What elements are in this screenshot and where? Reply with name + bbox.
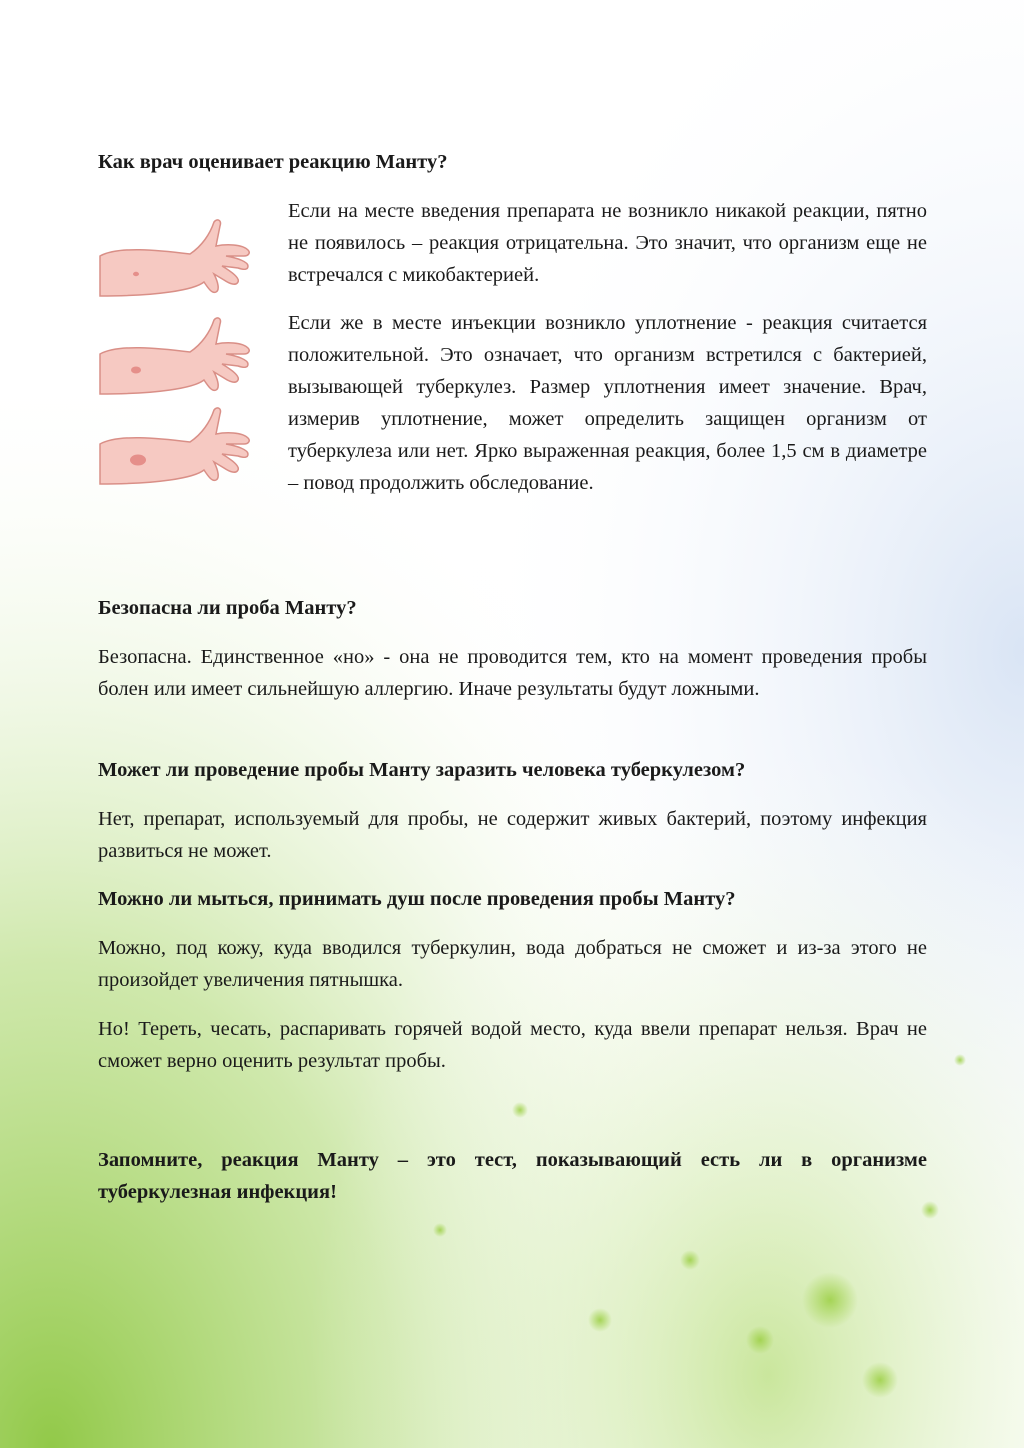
paragraph-positive-reaction: Если же в месте инъекции возникло уплотнение - реакция считается положительной. Это означает, что организм встретился с бактерией, вызывающей туберкулез. Размер уплотнения имеет значение. Врач, измерив уплотнение, может определить защищен организм от туберкулеза или нет. Ярко выраженная реакция, более 1,5 см в диаметре – повод продолжить обследование. — [288, 312, 927, 494]
arm-icon — [98, 216, 254, 308]
heading-safety: Безопасна ли проба Манту? — [98, 597, 357, 619]
paragraph-infection: Нет, препарат, используемый для пробы, не содержит живых бактерий, поэтому инфекция развиться не может. — [98, 808, 927, 862]
heading-washing: Можно ли мыться, принимать душ после проведения пробы Манту? — [98, 888, 736, 910]
heading-evaluation: Как врач оценивает реакцию Манту? — [98, 151, 448, 173]
paragraph-warning: Но! Тереть, чесать, распаривать горячей водой место, куда ввели препарат нельзя. Врач не сможет верно оценить результат пробы. — [98, 1018, 927, 1072]
reminder-text: Запомните, реакция Манту – это тест, показывающий есть ли в организме туберкулезная инфекция! — [98, 1149, 927, 1203]
paragraph-negative-reaction: Если на месте введения препарата не возникло никакой реакции, пятно не появилось – реакция отрицательна. Это значит, что организм еще не встречался с микобактерией. — [288, 200, 927, 286]
arm-icon — [98, 314, 254, 406]
paragraph-safety: Безопасна. Единственное «но» - она не проводится тем, кто на момент проведения пробы болен или имеет сильнейшую аллергию. Иначе результаты будут ложными. — [98, 646, 927, 700]
heading-infection: Может ли проведение пробы Манту заразить человека туберкулезом? — [98, 759, 746, 781]
arm-icon — [98, 404, 254, 496]
paragraph-washing: Можно, под кожу, куда вводился туберкулин, вода добраться не сможет и из-за этого не произойдет увеличения пятнышка. — [98, 937, 927, 991]
